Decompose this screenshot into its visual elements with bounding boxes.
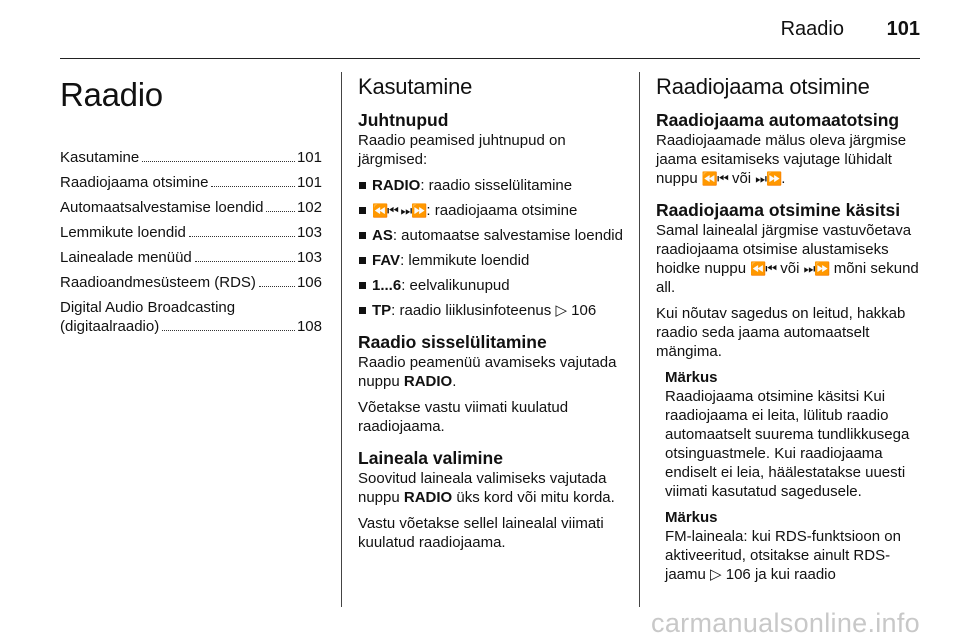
toc-entry[interactable]: Automaatsalvestamise loendid 102	[60, 199, 322, 216]
note-text: FM-laineala: kui RDS-funktsioon on aktiveeritud, otsitakse ainult RDS-jaamu ▷ 106 ja kui raadio	[665, 528, 901, 583]
section-title: Kasutamine	[358, 74, 473, 99]
subheading-sisselulitamine: Raadio sisselülitamine	[358, 332, 547, 352]
note-heading: Märkus	[665, 369, 718, 386]
page-ref[interactable]: 106	[725, 566, 751, 583]
toc-column	[60, 70, 322, 342]
header-title: Raadio	[780, 18, 844, 40]
section-title: Raadiojaama otsimine	[656, 74, 870, 99]
header-rule	[60, 58, 920, 59]
list-item: FAV: lemmikute loendid	[358, 251, 628, 270]
list-item: AS: automaatse salvestamise loendid	[358, 226, 628, 245]
paragraph: Soovitud laineala valimiseks vajutada nuppu RADIO üks kord või mitu korda.	[358, 470, 615, 506]
toc-entry-multiline[interactable]: Digital Audio Broadcasting (digitaalraadio) 108	[60, 299, 322, 335]
list-item: RADIO: raadio sisselülitamine	[358, 176, 628, 195]
watermark: carmanualsonline.info	[651, 608, 920, 638]
toc-entry[interactable]: Lainealade menüüd 103	[60, 249, 322, 266]
subheading-juhtnupud: Juhtnupud	[358, 110, 449, 130]
subheading-kasitsi: Raadiojaama otsimine käsitsi	[656, 200, 901, 220]
list-item: TP: raadio liiklusinfoteenus ▷ 106	[358, 301, 628, 320]
toc-entry[interactable]: Kasutamine 101	[60, 149, 322, 166]
toc-entry[interactable]: Raadiojaama otsimine 101	[60, 174, 322, 191]
seek-forward-icon: ⏭⏩	[803, 261, 830, 276]
column-divider-2	[639, 72, 640, 607]
paragraph: Raadio peamised juhtnupud on järgmised:	[358, 132, 566, 168]
note-heading: Märkus	[665, 509, 718, 526]
toc-title: Raadio	[60, 76, 163, 113]
page-ref-icon: ▷	[710, 566, 722, 583]
subheading-automaatotsing: Raadiojaama automaatotsing	[656, 110, 900, 130]
column-divider-1	[341, 72, 342, 607]
paragraph: Raadiojaamade mälus oleva järgmise jaama esitamiseks vajutage lühidalt nuppu ⏪⏮ või ⏭⏩.	[656, 132, 907, 187]
toc-entry[interactable]: Raadioandmesüsteem (RDS) 106	[60, 274, 322, 291]
seek-back-icon: ⏪⏮	[750, 261, 777, 276]
subheading-laineala: Laineala valimine	[358, 448, 503, 468]
paragraph: Võetakse vastu viimati kuulatud raadiojaama.	[358, 399, 569, 435]
note-text: Raadiojaama otsimine käsitsi Kui raadiojaama ei leita, lülitub raadio automaatselt suurema tundlikkusega otsinguastmele. Kui raadiojaama endiselt ei leia, häälestatakse uuesti viimati kasutatud sagedusele.	[665, 388, 910, 500]
page-ref[interactable]: 106	[571, 302, 597, 319]
list-item: 1...6: eelvalikunupud	[358, 276, 628, 295]
page-header	[40, 18, 920, 42]
seek-back-icon: ⏪⏮	[701, 171, 728, 186]
column-raadiojaama-otsimine	[656, 70, 924, 591]
list-item: ⏪⏮ ⏭⏩: raadiojaama otsimine	[358, 201, 628, 220]
header-page-number: 101	[886, 18, 920, 40]
toc-entry[interactable]: Lemmikute loendid 103	[60, 224, 322, 241]
seek-buttons-icon: ⏪⏮ ⏭⏩	[372, 203, 427, 218]
paragraph: Samal lainealal järgmise vastuvõetava raadiojaama otsimise alustamiseks hoidke nuppu ⏪⏮ või ⏭⏩ mõni sekund all.	[656, 222, 919, 296]
paragraph: Vastu võetakse sellel lainealal viimati kuulatud raadiojaama.	[358, 515, 604, 551]
paragraph: Kui nõutav sagedus on leitud, hakkab raadio seda jaama automaatselt mängima.	[656, 305, 906, 360]
page-ref-icon: ▷	[555, 302, 567, 319]
note-box	[665, 368, 924, 584]
column-kasutamine	[358, 70, 628, 559]
seek-forward-icon: ⏭⏩	[755, 171, 782, 186]
paragraph: Raadio peamenüü avamiseks vajutada nuppu RADIO.	[358, 354, 617, 390]
